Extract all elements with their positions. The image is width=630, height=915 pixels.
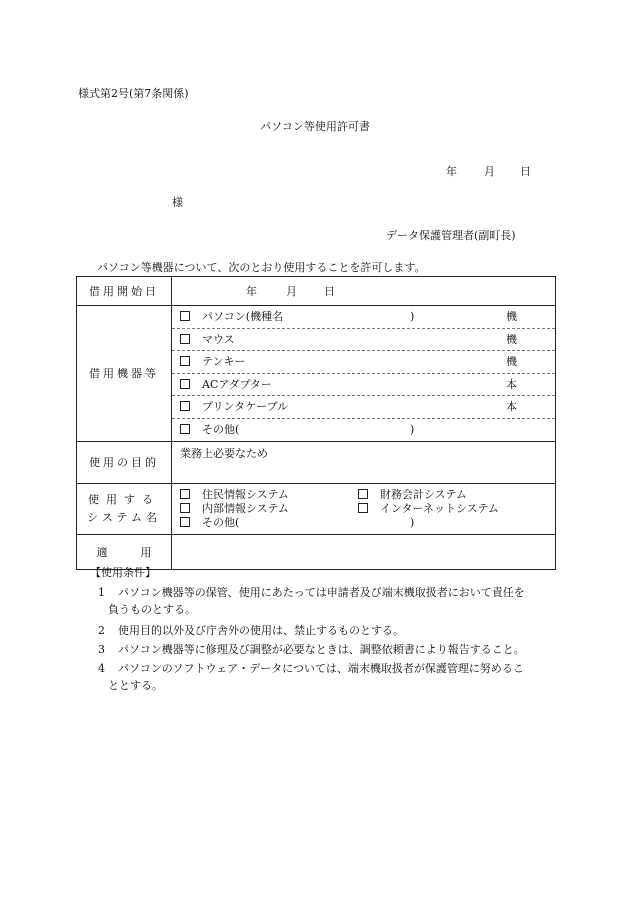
equipment-cell bbox=[172, 306, 556, 442]
equipment-row bbox=[77, 306, 556, 442]
checkbox[interactable] bbox=[180, 379, 190, 389]
condition-text: パソコン機器等の保管、使用にあたっては申請者及び端末機取扱者において責任を bbox=[118, 586, 525, 599]
date-month-label: 月 bbox=[484, 165, 495, 178]
condition-item bbox=[98, 641, 558, 658]
systems-line bbox=[180, 502, 555, 516]
equipment-item bbox=[172, 374, 555, 397]
purpose-value: 業務上必要なため bbox=[172, 441, 556, 483]
condition-number: 2 bbox=[98, 624, 105, 637]
systems-row bbox=[77, 483, 556, 534]
purpose-row bbox=[77, 441, 556, 483]
checkbox[interactable] bbox=[180, 311, 190, 321]
condition-text: 使用目的以外及び庁舎外の使用は、禁止するものとする。 bbox=[118, 624, 404, 637]
systems-line bbox=[180, 516, 555, 530]
systems-label-line2: システム名 bbox=[87, 510, 161, 524]
equipment-item bbox=[172, 306, 555, 329]
system-name: インターネットシステム bbox=[380, 501, 499, 515]
condition-text: パソコン機器等に修理及び調整が必要なときは、調整依頼書により報告すること。 bbox=[118, 643, 525, 656]
systems-cell bbox=[172, 483, 556, 534]
condition-item bbox=[98, 584, 558, 618]
equipment-list bbox=[172, 306, 555, 441]
system-name: 財務会計システム bbox=[380, 487, 467, 501]
system-other: その他( bbox=[202, 515, 240, 529]
condition-text-cont: 負うものとする。 bbox=[108, 603, 196, 616]
checkbox[interactable] bbox=[180, 489, 190, 499]
remarks-value bbox=[172, 534, 556, 569]
checkbox[interactable] bbox=[180, 334, 190, 344]
start-date-value bbox=[172, 277, 556, 306]
system-name: 内部情報システム bbox=[202, 501, 289, 515]
remarks-label: 適 用 bbox=[77, 534, 172, 569]
equipment-item bbox=[172, 329, 555, 352]
condition-item bbox=[98, 622, 558, 639]
checkbox[interactable] bbox=[358, 489, 368, 499]
start-date-label: 借用開始日 bbox=[77, 277, 172, 306]
purpose-label: 使用の目的 bbox=[77, 441, 172, 483]
equipment-close-paren: ) bbox=[410, 422, 415, 436]
issuer-name: データ保護管理者(副町長) bbox=[386, 229, 516, 242]
start-year-label: 年 bbox=[246, 285, 257, 298]
equipment-name: ACアダプター bbox=[202, 377, 272, 391]
condition-number: 3 bbox=[98, 643, 105, 656]
checkbox[interactable] bbox=[180, 503, 190, 513]
start-date-row bbox=[77, 277, 556, 306]
addressee-honorific: 様 bbox=[172, 196, 183, 209]
equipment-item bbox=[172, 419, 555, 441]
equipment-unit: 本 bbox=[506, 377, 517, 391]
condition-item bbox=[98, 660, 558, 694]
systems-label bbox=[77, 483, 172, 534]
checkbox[interactable] bbox=[180, 517, 190, 527]
date-year-label: 年 bbox=[446, 165, 457, 178]
system-other-close: ) bbox=[410, 515, 415, 529]
intro-text: パソコン等機器について、次のとおり使用することを許可します。 bbox=[97, 261, 426, 274]
conditions-title: 【使用条件】 bbox=[90, 566, 156, 579]
system-name: 住民情報システム bbox=[202, 487, 289, 501]
date-day-label: 日 bbox=[520, 165, 531, 178]
system-col2 bbox=[358, 502, 499, 516]
checkbox[interactable] bbox=[180, 401, 190, 411]
equipment-item bbox=[172, 396, 555, 419]
issue-date bbox=[446, 166, 531, 177]
permit-table bbox=[76, 276, 556, 570]
equipment-close-paren: ) bbox=[410, 310, 415, 323]
equipment-unit: 本 bbox=[506, 400, 517, 414]
equipment-name: テンキー bbox=[202, 355, 246, 369]
equipment-unit: 機 bbox=[506, 355, 517, 369]
equipment-unit: 機 bbox=[506, 332, 517, 346]
equipment-name: プリンタケーブル bbox=[202, 400, 289, 414]
condition-number: 4 bbox=[98, 662, 105, 675]
systems-label-line1: 使用する bbox=[88, 492, 160, 506]
system-col2 bbox=[358, 488, 467, 502]
systems-line bbox=[180, 488, 555, 502]
checkbox[interactable] bbox=[180, 424, 190, 434]
start-month-label: 月 bbox=[286, 285, 297, 298]
condition-number: 1 bbox=[98, 586, 105, 599]
equipment-item bbox=[172, 351, 555, 374]
remarks-row bbox=[77, 534, 556, 569]
start-day-label: 日 bbox=[324, 285, 335, 298]
equipment-name: マウス bbox=[202, 332, 235, 346]
document-title: パソコン等使用許可書 bbox=[260, 120, 370, 133]
checkbox[interactable] bbox=[180, 356, 190, 366]
checkbox[interactable] bbox=[358, 503, 368, 513]
condition-text: パソコンのソフトウェア・データについては、端末機取扱者が保護管理に努めるこ bbox=[118, 662, 524, 675]
equipment-name: パソコン(機種名 bbox=[202, 310, 284, 323]
condition-text-cont: ととする。 bbox=[108, 679, 163, 692]
form-number: 様式第2号(第7条関係) bbox=[78, 87, 189, 100]
equipment-unit: 機 bbox=[506, 310, 517, 323]
equipment-name: その他( bbox=[202, 422, 240, 436]
equipment-label: 借用機器等 bbox=[77, 306, 172, 442]
